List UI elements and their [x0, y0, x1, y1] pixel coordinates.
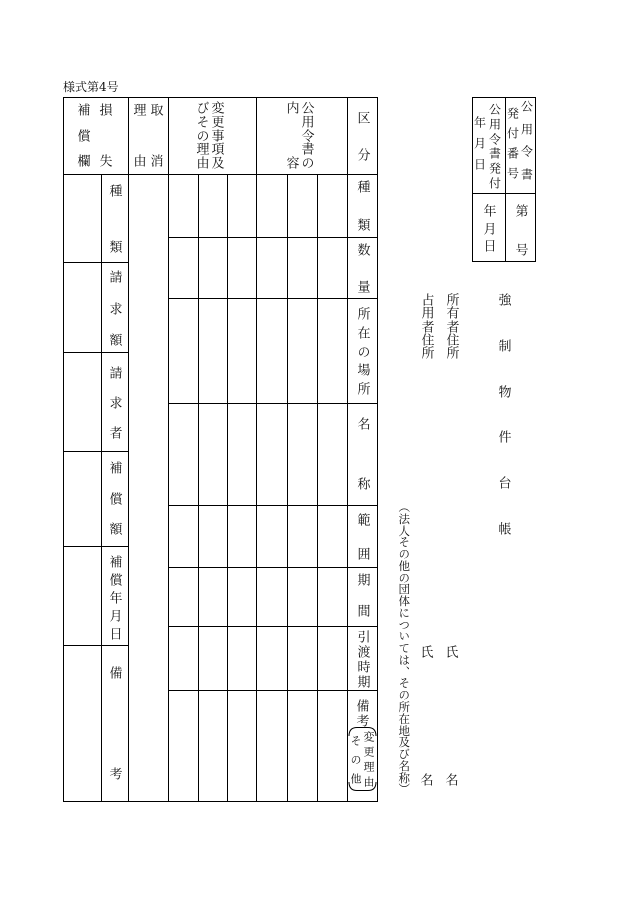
glyph: 場 [354, 363, 370, 377]
glyph [514, 217, 527, 230]
glyph: 額 [106, 333, 122, 346]
glyph: 項 [208, 142, 224, 156]
glyph: 更 [208, 114, 224, 128]
glyph: 理 [130, 103, 146, 116]
glyph: 備 [353, 699, 369, 712]
header-category [354, 111, 370, 161]
glyph: の [397, 571, 412, 584]
glyph: 在 [397, 712, 412, 725]
glyph: び [193, 101, 209, 114]
glyph: 分 [354, 148, 370, 161]
glyph: そ [193, 114, 209, 128]
glyph: 令 [298, 128, 314, 142]
glyph [514, 230, 527, 243]
glyph: 令 [487, 132, 502, 145]
glyph: 失 [96, 154, 112, 167]
glyph: 期 [354, 573, 370, 586]
header-order-contents-line2 [283, 101, 299, 169]
category-row-handover-time [354, 630, 370, 688]
glyph: の [397, 689, 412, 701]
glyph: 氏 [417, 645, 433, 658]
glyph: 内 [283, 101, 299, 114]
glyph: 付 [487, 176, 502, 189]
category-row-remarks [353, 699, 369, 727]
glyph: に [397, 606, 412, 619]
glyph: 他 [349, 773, 362, 784]
remarks-note-line2 [349, 735, 362, 784]
glyph: 公 [298, 101, 314, 114]
glyph: 件 [495, 430, 511, 444]
glyph: 由 [362, 776, 375, 787]
owner-address-label [443, 293, 459, 359]
glyph: 理 [362, 761, 375, 772]
category-row-quantity [354, 243, 370, 293]
glyph: 備 [106, 666, 122, 679]
header-changes-line1 [208, 101, 224, 169]
glyph: の [397, 548, 412, 560]
glyph: 者 [106, 426, 122, 439]
glyph: の [193, 128, 209, 142]
glyph: 在 [354, 325, 370, 339]
glyph: 人 [397, 524, 412, 537]
glyph: は [397, 653, 412, 666]
corporate-note [396, 501, 411, 795]
glyph: 所 [443, 293, 459, 306]
occupant-name-label [417, 645, 433, 786]
glyph: 有 [443, 306, 459, 320]
glyph: 取 [147, 103, 163, 116]
glyph: 渡 [354, 645, 370, 658]
category-row-period [354, 573, 370, 617]
glyph: 数 [354, 243, 370, 256]
glyph: び [397, 748, 412, 760]
glyph: の [354, 344, 370, 358]
glyph: 発 [487, 162, 502, 175]
issuance-date-value [480, 204, 496, 252]
glyph: 所 [397, 701, 412, 713]
glyph: 求 [106, 396, 122, 409]
page-title [495, 293, 511, 535]
glyph: 償 [74, 128, 90, 142]
glyph: 住 [418, 332, 434, 346]
glyph: 日 [472, 158, 487, 170]
compensation-row-date [106, 555, 122, 640]
glyph: 事 [208, 128, 224, 142]
glyph: 帳 [495, 521, 511, 535]
glyph: 日 [480, 239, 496, 252]
glyph: 時 [354, 660, 370, 673]
glyph: 書 [519, 167, 534, 180]
glyph: 氏 [442, 645, 458, 658]
glyph: 由 [130, 154, 146, 167]
glyph: そ [397, 677, 412, 689]
glyph: 号 [512, 243, 528, 256]
glyph: 用 [487, 117, 502, 130]
header-loss-compensation-line2 [74, 103, 90, 167]
glyph: 損 [96, 103, 112, 116]
glyph: 付 [505, 127, 520, 139]
glyph: 理 [193, 142, 209, 156]
glyph: 令 [519, 145, 534, 158]
glyph: 償 [106, 573, 122, 586]
glyph: 体 [397, 595, 412, 607]
glyph: い [397, 630, 412, 642]
glyph: 更 [362, 746, 375, 757]
glyph: 所 [354, 307, 370, 320]
header-loss-compensation-line1 [96, 103, 112, 167]
glyph: 期 [354, 675, 370, 688]
glyph: 種 [106, 184, 122, 197]
compensation-row-remarks [106, 666, 122, 780]
glyph: 物 [495, 384, 511, 398]
glyph: 補 [106, 555, 122, 568]
compensation-row-type [106, 184, 122, 253]
glyph: 月 [480, 221, 496, 235]
glyph: 考 [353, 714, 369, 727]
glyph: 月 [106, 609, 122, 622]
glyph: 用 [298, 114, 314, 128]
issuance-number-header-line2 [506, 107, 519, 179]
glyph: 号 [505, 167, 520, 179]
glyph: 年 [480, 204, 496, 217]
glyph: 容 [283, 156, 299, 169]
glyph: 由 [193, 156, 209, 169]
glyph: 名 [354, 417, 370, 430]
glyph: 求 [106, 301, 122, 315]
header-cancellation-line2 [130, 103, 146, 167]
glyph: そ [349, 735, 362, 746]
glyph: そ [397, 536, 412, 548]
glyph: 名 [397, 759, 412, 772]
glyph: 書 [487, 147, 502, 160]
header-changes-line2 [193, 101, 209, 169]
glyph: 量 [354, 280, 370, 293]
remarks-note-line1 [362, 731, 375, 787]
glyph: 番 [505, 147, 520, 159]
issuance-number-value [512, 204, 528, 256]
category-row-type [354, 180, 370, 231]
glyph: 台 [495, 476, 511, 490]
glyph: 者 [443, 319, 459, 333]
glyph: 類 [354, 218, 370, 231]
header-order-contents-line1 [298, 101, 314, 169]
glyph: 額 [106, 522, 122, 535]
glyph: つ [397, 618, 412, 631]
issuance-number-header-line1 [520, 100, 533, 180]
glyph: 範 [354, 513, 370, 526]
glyph: 占 [418, 293, 434, 306]
glyph: 所 [418, 346, 434, 359]
glyph: 類 [106, 240, 122, 253]
glyph: 変 [208, 101, 224, 114]
issuance-date-header-line1 [488, 103, 501, 189]
glyph: 用 [519, 122, 534, 135]
glyph: 所 [354, 382, 370, 395]
glyph: 称 [397, 771, 412, 784]
glyph: 称 [354, 477, 370, 490]
glyph: 年 [106, 591, 122, 604]
glyph: 強 [495, 293, 511, 306]
glyph: 月 [472, 137, 487, 149]
glyph: の [298, 156, 314, 169]
glyph: 及 [397, 736, 412, 748]
category-row-location [354, 307, 370, 395]
glyph: 区 [354, 111, 370, 124]
glyph: 補 [74, 103, 90, 116]
glyph: 日 [106, 627, 122, 640]
glyph: 償 [106, 491, 122, 505]
glyph: 欄 [74, 154, 90, 167]
glyph: 発 [505, 107, 520, 119]
glyph: 第 [512, 204, 528, 217]
glyph: 囲 [354, 547, 370, 560]
glyph: 公 [487, 103, 502, 115]
compensation-row-claimant [106, 366, 122, 439]
category-row-scope [354, 513, 370, 560]
glyph: 消 [147, 154, 163, 167]
compensation-row-claim-amount [106, 270, 122, 346]
glyph: 団 [397, 583, 412, 595]
occupant-address-label [418, 293, 434, 359]
glyph: 及 [208, 156, 224, 169]
category-row-name [354, 417, 370, 490]
glyph: 書 [298, 142, 314, 156]
glyph: 間 [354, 604, 370, 617]
glyph: 補 [106, 461, 122, 474]
glyph: 引 [354, 630, 370, 643]
glyph: 公 [519, 100, 534, 112]
glyph: 名 [417, 773, 433, 786]
issuance-date-header-line2 [473, 116, 486, 170]
form-number: 様式第4号 [63, 80, 119, 94]
compensation-row-amount [106, 461, 122, 535]
glyph: 制 [495, 338, 511, 352]
glyph: 請 [106, 366, 122, 379]
glyph: （ [397, 501, 412, 513]
glyph: 法 [397, 512, 412, 525]
glyph: 年 [472, 116, 487, 128]
glyph: 用 [418, 306, 434, 320]
glyph: 住 [443, 332, 459, 346]
glyph: ） [397, 783, 412, 795]
glyph: 請 [106, 270, 122, 283]
glyph: 者 [418, 319, 434, 333]
header-cancellation-line1 [147, 103, 163, 167]
glyph: 種 [354, 180, 370, 193]
glyph: 他 [397, 559, 412, 572]
glyph: 、 [397, 665, 412, 678]
glyph: 所 [443, 346, 459, 359]
glyph: の [349, 754, 362, 765]
glyph: 地 [397, 724, 412, 737]
glyph: 名 [442, 773, 458, 786]
glyph: 変 [362, 731, 375, 742]
glyph: 考 [106, 767, 122, 780]
glyph: て [397, 642, 412, 654]
owner-name-label [442, 645, 458, 786]
